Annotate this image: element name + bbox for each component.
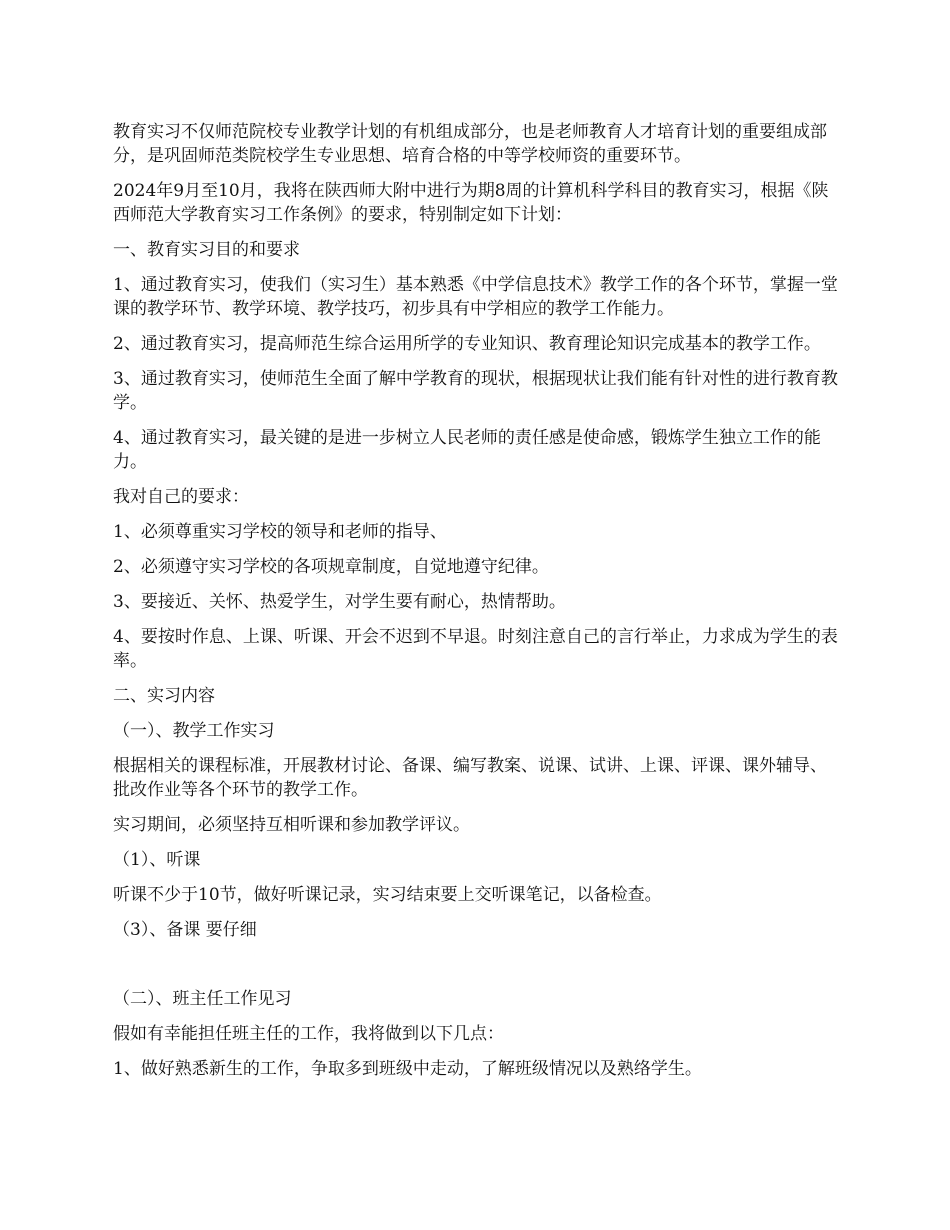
observation-paragraph: 实习期间，必须坚持互相听课和参加教学评议。 (113, 815, 470, 835)
preparation-heading: （3）、备课 要仔细 (113, 920, 257, 940)
goal-item-4: 4、通过教育实习，最关键的是进一步树立人民老师的责任感是使命感，锻炼学生独立工作的能力。 (113, 428, 821, 472)
requirement-item-3: 3、要接近、关怀、热爱学生，对学生要有耐心，热情帮助。 (113, 592, 566, 612)
teaching-paragraph: 根据相关的课程标准，开展教材讨论、备课、编写教案、说课、试讲、上课、评课、课外辅导、批改作业等各个环节的教学工作。 (113, 756, 827, 800)
document-body (113, 120, 843, 1092)
goal-item-3: 3、通过教育实习，使师范生全面了解中学教育的现状，根据现状让我们能有针对性的进行教育教学。 (113, 369, 838, 413)
blank-spacer (113, 953, 843, 987)
plan-paragraph: 2024年9月至10月，我将在陕西师大附中进行为期8周的计算机科学科目的教育实习，根据《陕西师范大学教育实习工作条例》的要求，特别制定如下计划： (113, 181, 829, 225)
self-requirements-heading: 我对自己的要求： (113, 487, 249, 507)
intro-paragraph: 教育实习不仅师范院校专业教学计划的有机组成部分，也是老师教育人才培育计划的重要组成部分，是巩固师范类院校学生专业思想、培育合格的中等学校师资的重要环节。 (113, 122, 827, 166)
subsection-heading-teaching: （一）、教学工作实习 (113, 721, 275, 741)
requirement-item-2: 2、必须遵守实习学校的各项规章制度，自觉地遵守纪律。 (113, 557, 549, 577)
homeroom-item-1: 1、做好熟悉新生的工作，争取多到班级中走动，了解班级情况以及熟络学生。 (113, 1059, 702, 1079)
section-heading-content: 二、实习内容 (113, 686, 215, 706)
requirement-item-1: 1、必须尊重实习学校的领导和老师的指导、 (113, 522, 447, 542)
listening-heading: （1）、听课 (113, 850, 201, 870)
requirement-item-4: 4、要按时作息、上课、听课、开会不迟到不早退。时刻注意自己的言行举止，力求成为学生的表率。 (113, 627, 838, 671)
goal-item-2: 2、通过教育实习，提高师范生综合运用所学的专业知识、教育理论知识完成基本的教学工作。 (113, 334, 821, 354)
goal-item-1: 1、通过教育实习，使我们（实习生）基本熟悉《中学信息技术》教学工作的各个环节，掌握一堂课的教学环节、教学环境、教学技巧，初步具有中学相应的教学工作能力。 (113, 275, 838, 319)
section-heading-goals: 一、教育实习目的和要求 (113, 240, 300, 260)
subsection-heading-homeroom: （二）、班主任工作见习 (113, 989, 292, 1009)
listening-paragraph: 听课不少于10节，做好听课记录，实习结束要上交听课笔记，以备检查。 (113, 885, 662, 905)
homeroom-paragraph: 假如有幸能担任班主任的工作，我将做到以下几点： (113, 1024, 504, 1044)
